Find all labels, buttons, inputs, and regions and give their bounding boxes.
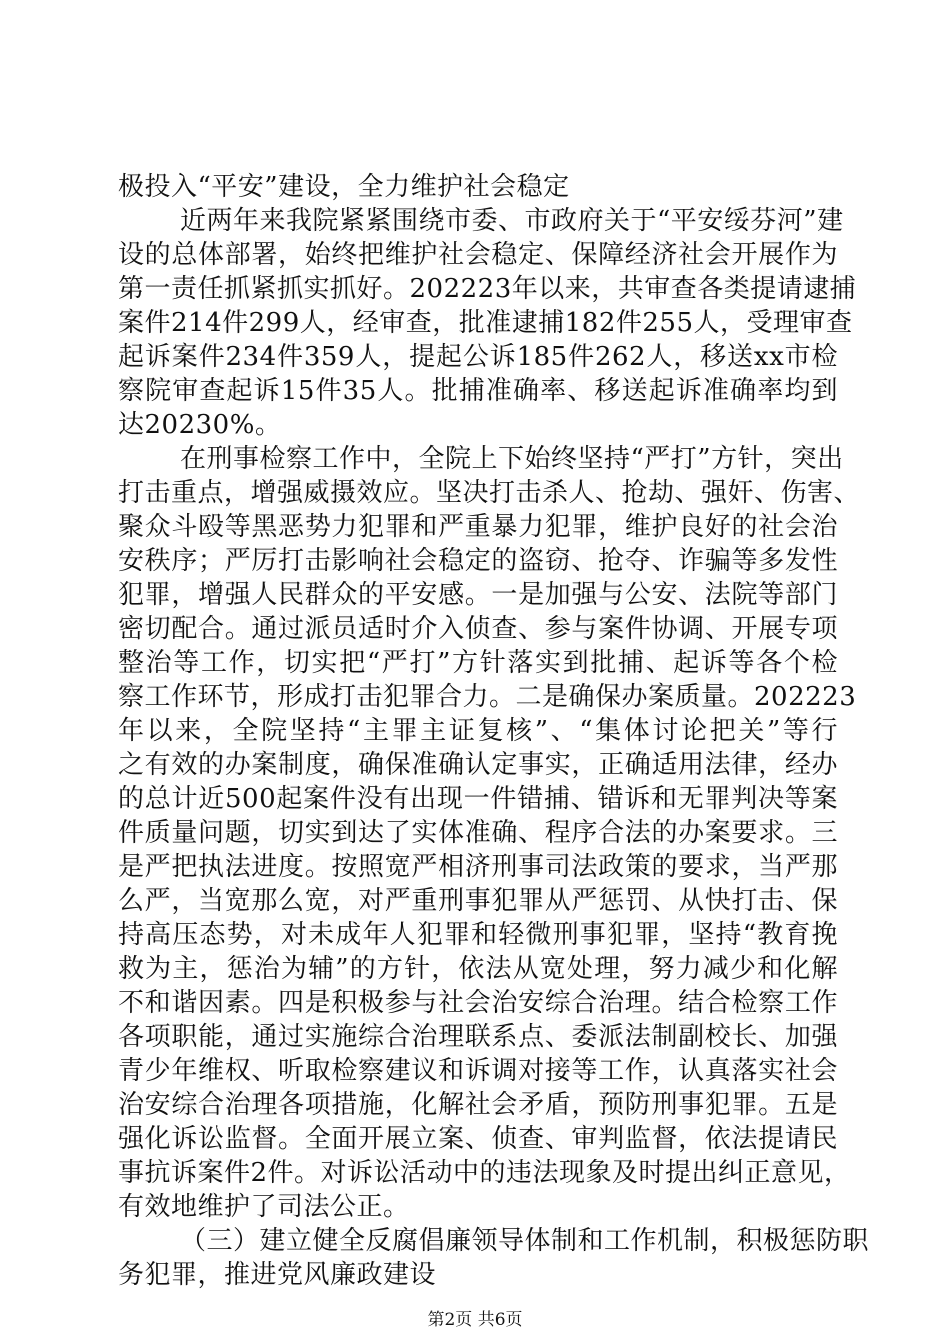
text-line: 近两年来我院紧紧围绕市委、市政府关于“平安绥芬河”建 [180, 206, 844, 236]
text-line: 持高压态势，对未成年人犯罪和轻微刑事犯罪，坚持“教育挽 [118, 920, 838, 950]
text-line: 犯罪，增强人民群众的平安感。一是加强与公安、法院等部门 [118, 580, 838, 610]
text-line: 案件214件299人，经审查，批准逮捕182件255人，受理审查 [118, 308, 853, 338]
text-line: 在刑事检察工作中，全院上下始终坚持“严打”方针，突出 [180, 444, 844, 474]
text-line: 密切配合。通过派员适时介入侦查、参与案件协调、开展专项 [118, 614, 838, 644]
text-line: 有效地维护了司法公正。 [118, 1192, 410, 1222]
text-line: 聚众斗殴等黑恶势力犯罪和严重暴力犯罪，维护良好的社会治 [118, 512, 838, 542]
text-line: 打击重点，增强威摄效应。坚决打击杀人、抢劫、强奸、伤害、 [118, 478, 861, 508]
text-line: 强化诉讼监督。全面开展立案、侦查、审判监督，依法提请民 [118, 1124, 838, 1154]
text-line: 治安综合治理各项措施，化解社会矛盾，预防刑事犯罪。五是 [118, 1090, 838, 1120]
text-line: 么严，当宽那么宽，对严重刑事犯罪从严惩罚、从快打击、保 [118, 886, 838, 916]
text-line: 察工作环节，形成打击犯罪合力。二是确保办案质量。202223 [118, 682, 857, 712]
text-line: 起诉案件234件359人，提起公诉185件262人，移送xx市检 [118, 342, 838, 372]
text-line: 不和谐因素。四是积极参与社会治安综合治理。结合检察工作 [118, 988, 838, 1018]
text-line: 的总计近500起案件没有出现一件错捕、错诉和无罪判决等案 [118, 784, 838, 814]
text-line: 达20230%。 [118, 410, 282, 440]
text-line: 是严把执法进度。按照宽严相济刑事司法政策的要求，当严那 [118, 852, 838, 882]
text-line: 救为主，惩治为辅”的方针，依法从宽处理，努力减少和化解 [118, 954, 838, 984]
text-line: 之有效的办案制度，确保准确认定事实，正确适用法律，经办 [118, 750, 838, 780]
text-line: 极投入“平安”建设，全力维护社会稳定 [118, 172, 570, 202]
text-line: 整治等工作，切实把“严打”方针落实到批捕、起诉等各个检 [118, 648, 838, 678]
text-line: 事抗诉案件2件。对诉讼活动中的违法现象及时提出纠正意见， [118, 1158, 851, 1188]
text-line: 件质量问题，切实到达了实体准确、程序合法的办案要求。三 [118, 818, 838, 848]
text-line: 各项职能，通过实施综合治理联系点、委派法制副校长、加强 [118, 1022, 838, 1052]
text-line: 第一责任抓紧抓实抓好。202223年以来，共审查各类提请逮捕 [118, 274, 857, 304]
text-line: 安秩序；严厉打击影响社会稳定的盗窃、抢夺、诈骗等多发性 [118, 546, 838, 576]
text-line: 年以来，全院坚持“主罪主证复核”、“集体讨论把关”等行 [118, 716, 838, 746]
text-line: 设的总体部署，始终把维护社会稳定、保障经济社会开展作为 [118, 240, 838, 270]
text-line: 青少年维权、听取检察建议和诉调对接等工作，认真落实社会 [118, 1056, 838, 1086]
section-heading-line: （三）建立健全反腐倡廉领导体制和工作机制，积极惩防职 [180, 1226, 870, 1256]
text-line: 察院审查起诉15件35人。批捕准确率、移送起诉准确率均到 [118, 376, 838, 406]
page-footer: 第2页 共6页 [427, 1310, 523, 1330]
section-heading-line: 务犯罪，推进党风廉政建设 [118, 1260, 437, 1290]
